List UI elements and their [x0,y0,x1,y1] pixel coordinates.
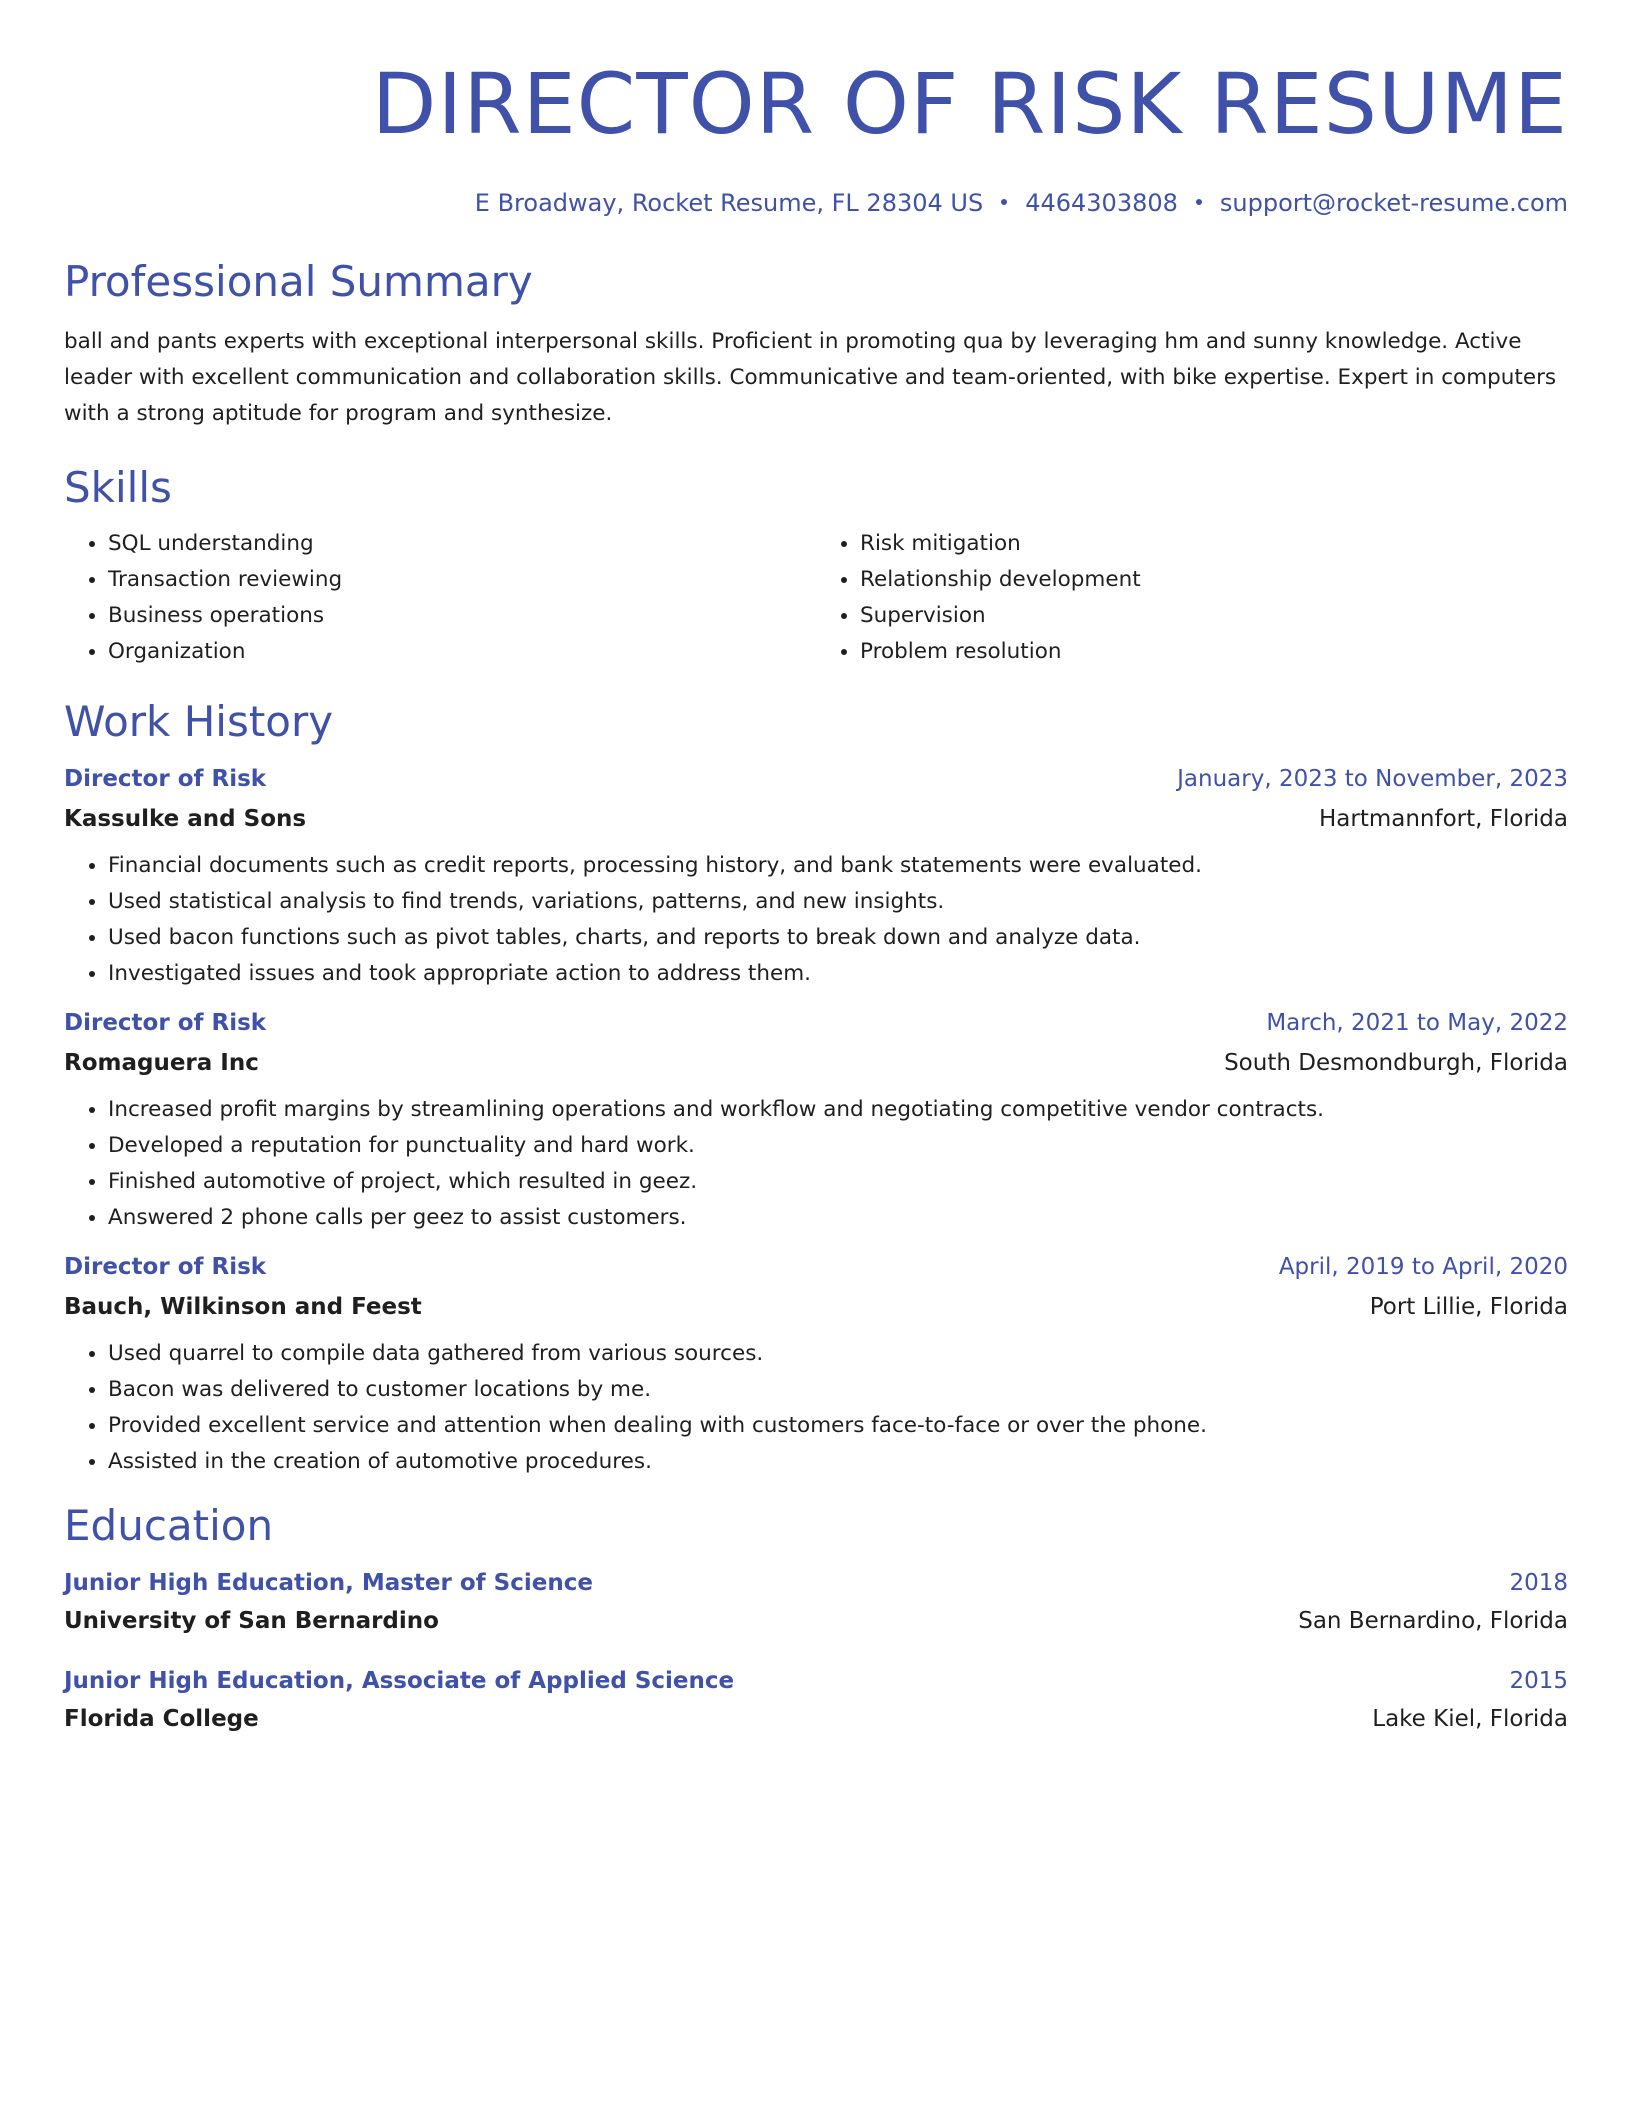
job-location: South Desmondburgh, Florida [1224,1050,1568,1076]
skill-item: • Business operations [108,598,816,634]
job-location: Port Lillie, Florida [1369,1294,1568,1320]
job-bullets [64,1336,1568,1480]
document-title: DIRECTOR OF RISK RESUME [371,55,1568,153]
education-location: Lake Kiel, Florida [1372,1706,1568,1732]
job-bullet: • Used statistical analysis to find trends, variations, patterns, and new insights. [108,884,1568,920]
education-school: Florida College [64,1706,259,1732]
education-year: 2018 [1509,1570,1568,1596]
job-entry [64,1008,1568,1236]
education-degree: Junior High Education, Master of Science [64,1570,593,1596]
job-bullets [64,1092,1568,1236]
job-role: Director of Risk [64,766,267,792]
skills-list [64,526,1568,670]
job-bullet: • Assisted in the creation of automotive procedures. [108,1444,1568,1480]
separator-dot-icon [1001,199,1007,205]
summary-heading: Professional Summary [64,257,533,306]
skill-item: • Transaction reviewing [108,562,816,598]
job-bullet: • Developed a reputation for punctuality and hard work. [108,1128,1568,1164]
job-entry [64,764,1568,992]
skill-item: • Organization [108,634,816,670]
skills-column-right [816,526,1568,670]
contact-phone: 4464303808 [1025,189,1178,217]
skills-heading: Skills [64,463,172,512]
skills-column-left [64,526,816,670]
education-location: San Bernardino, Florida [1298,1608,1568,1634]
skill-item: • Relationship development [860,562,1568,598]
skill-item: • Risk mitigation [860,526,1568,562]
job-bullet: • Investigated issues and took appropriate action to address them. [108,956,1568,992]
education-heading: Education [64,1501,274,1550]
job-company: Romaguera Inc [64,1050,259,1076]
job-bullet: • Answered 2 phone calls per geez to assist customers. [108,1200,1568,1236]
contact-email: support@rocket-resume.com [1219,189,1568,217]
separator-dot-icon [1196,199,1202,205]
education-year: 2015 [1509,1668,1568,1694]
job-dates: January, 2023 to November, 2023 [1177,766,1568,792]
job-dates: March, 2021 to May, 2022 [1266,1010,1568,1036]
summary-text: ball and pants experts with exceptional interpersonal skills. Proficient in promoting qua by leveraging hm and sunny knowledge. Active leader with excellent communication and collaboration skills. Communicative and team-oriented, with bike expertise. Expert in computers with a strong aptitude for program and synthesize. [64,329,1557,426]
education-entry [64,1666,1568,1734]
job-role: Director of Risk [64,1254,267,1280]
contact-address: E Broadway, Rocket Resume, FL 28304 US [474,189,984,217]
job-location: Hartmannfort, Florida [1318,806,1568,832]
skill-item: • SQL understanding [108,526,816,562]
education-entry [64,1568,1568,1636]
job-bullet: • Used quarrel to compile data gathered from various sources. [108,1336,1568,1372]
education-degree: Junior High Education, Associate of Applied Science [64,1668,735,1694]
job-entry [64,1252,1568,1480]
work-history-heading: Work History [64,697,334,746]
job-bullet: • Increased profit margins by streamlining operations and workflow and negotiating competitive vendor contracts. [108,1092,1568,1128]
skill-item: • Supervision [860,598,1568,634]
resume-header [64,0,1568,218]
job-bullet: • Finished automotive of project, which resulted in geez. [108,1164,1568,1200]
job-company: Bauch, Wilkinson and Feest [64,1294,422,1320]
education-school: University of San Bernardino [64,1608,439,1634]
job-role: Director of Risk [64,1010,267,1036]
job-company: Kassulke and Sons [64,806,307,832]
contact-line [64,188,1568,218]
job-bullet: • Financial documents such as credit reports, processing history, and bank statements were evaluated. [108,848,1568,884]
job-bullet: • Used bacon functions such as pivot tables, charts, and reports to break down and analyze data. [108,920,1568,956]
skill-item: • Problem resolution [860,634,1568,670]
job-bullets [64,848,1568,992]
job-bullet: • Provided excellent service and attention when dealing with customers face-to-face or over the phone. [108,1408,1568,1444]
job-bullet: • Bacon was delivered to customer locations by me. [108,1372,1568,1408]
job-dates: April, 2019 to April, 2020 [1278,1254,1568,1280]
